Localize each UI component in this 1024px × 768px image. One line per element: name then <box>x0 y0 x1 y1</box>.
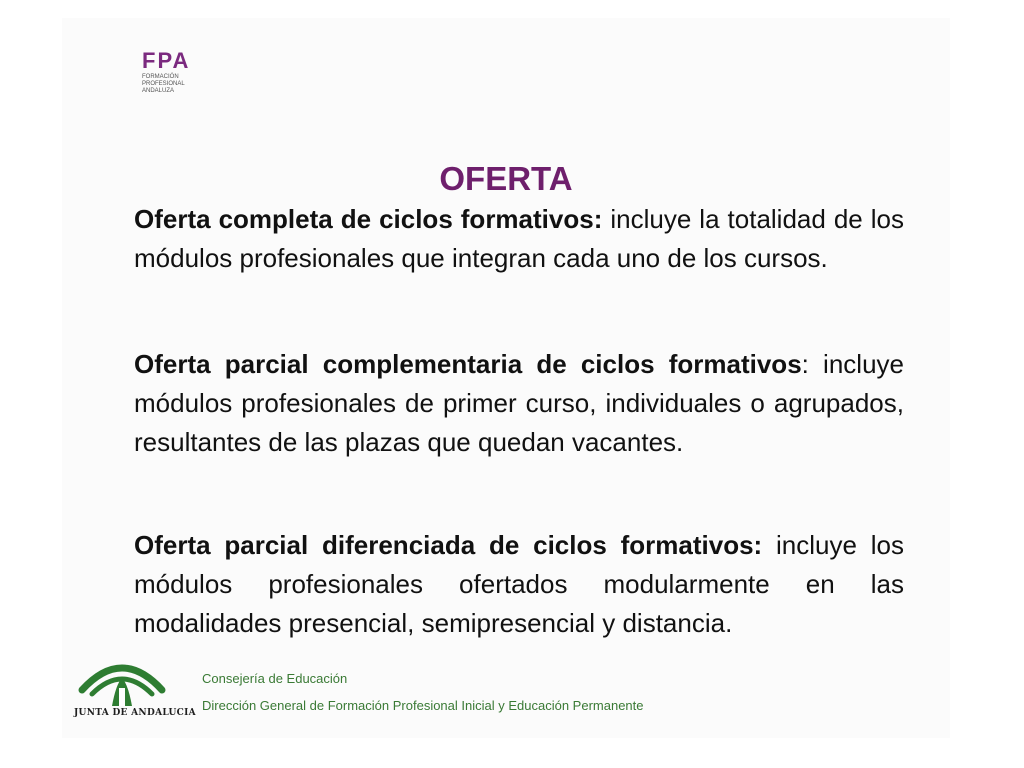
paragraph-oferta-parcial-diferenciada <box>134 526 904 643</box>
fpa-logo-subtitle-line: ANDALUZA <box>142 88 175 94</box>
paragraph-oferta-completa <box>134 200 904 278</box>
paragraph-heading: Oferta completa de ciclos formativos: <box>134 204 603 234</box>
footer-consejeria: Consejería de Educación <box>202 671 348 686</box>
paragraph-text: incluye la totalidad de los módulos profesionales que integran cada uno de los cursos. <box>134 204 904 273</box>
paragraph-heading: Oferta parcial complementaria de ciclos formativos <box>134 349 802 379</box>
paragraph-heading: Oferta parcial diferenciada de ciclos formativos: <box>134 530 763 560</box>
paragraph-text: : incluye módulos profesionales de primer curso, individuales o agrupados, resultantes de las plazas que quedan vacantes. <box>134 349 904 457</box>
fpa-logo-subtitle-line: FORMACIÓN <box>142 74 179 80</box>
paragraph-text: incluye los módulos profesionales ofertados modularmente en las modalidades presencial, semipresencial y distancia. <box>134 530 904 638</box>
fpa-logo-subtitle <box>142 74 222 95</box>
junta-name: JUNTA DE ANDALUCIA <box>74 708 196 718</box>
paragraph-oferta-parcial-complementaria <box>134 345 904 462</box>
slide-title: OFERTA <box>439 160 573 197</box>
fpa-logo <box>142 50 222 120</box>
fpa-logo-acronym: FPA <box>142 48 191 73</box>
footer-direccion: Dirección General de Formación Profesional Inicial y Educación Permanente <box>202 698 644 713</box>
fpa-logo-subtitle-line: PROFESIONAL <box>142 81 185 87</box>
